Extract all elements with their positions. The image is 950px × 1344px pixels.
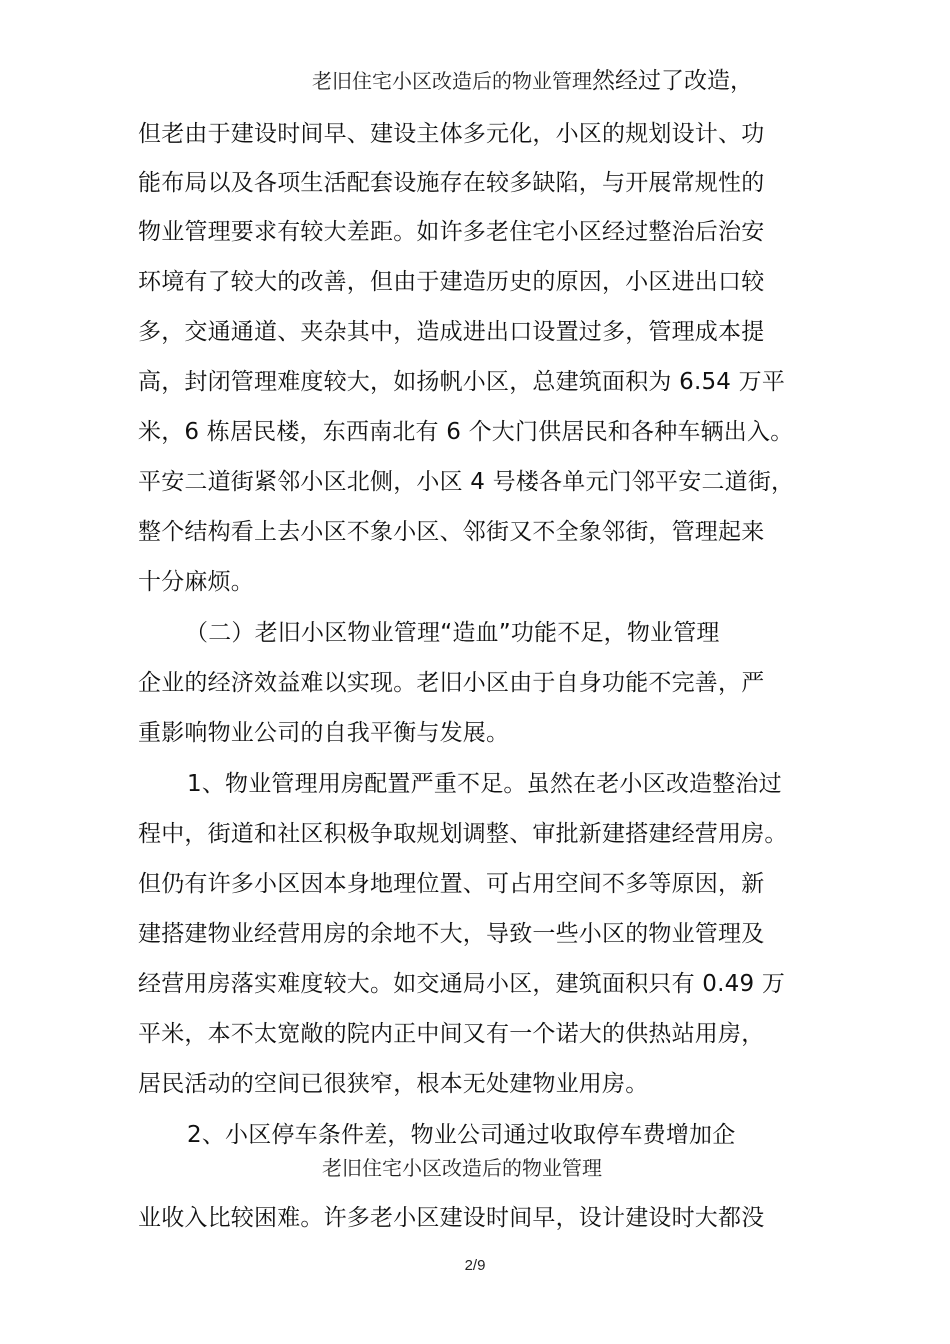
section-heading-line: （二）老旧小区物业管理“造血”功能不足，物业管理 bbox=[185, 620, 720, 646]
running-header-middle: 老旧住宅小区改造后的物业管理 bbox=[322, 1156, 602, 1180]
text-line: 物业管理要求有较大差距。如许多老住宅小区经过整治后治安 bbox=[138, 219, 765, 245]
text-line: 重影响物业公司的自我平衡与发展。 bbox=[138, 720, 510, 746]
text-line: 米，6 栋居民楼，东西南北有 6 个大门供居民和各种车辆出入。 bbox=[138, 419, 794, 445]
list-item-line: 1、物业管理用房配置严重不足。虽然在老小区改造整治过 bbox=[187, 771, 782, 797]
text-line: 十分麻烦。 bbox=[138, 569, 254, 595]
text-line: 整个结构看上去小区不象小区、邻街又不全象邻街，管理起来 bbox=[138, 519, 765, 545]
text-line: 程中，街道和社区积极争取规划调整、审批新建搭建经营用房。 bbox=[138, 821, 788, 847]
text-line: 平米，本不太宽敞的院内正中间又有一个诺大的供热站用房， bbox=[138, 1021, 765, 1047]
text-line: 多，交通通道、夹杂其中，造成进出口设置过多，管理成本提 bbox=[138, 319, 765, 345]
running-header-top bbox=[312, 66, 753, 96]
text-line: 但仍有许多小区因本身地理位置、可占用空间不多等原因，新 bbox=[138, 871, 765, 897]
text-line: 企业的经济效益难以实现。老旧小区由于自身功能不完善，严 bbox=[138, 670, 765, 696]
text-line: 能布局以及各项生活配套设施存在较多缺陷，与开展常规性的 bbox=[138, 170, 765, 196]
text-line: 建搭建物业经营用房的余地不大，导致一些小区的物业管理及 bbox=[138, 921, 765, 947]
text-line: 经营用房落实难度较大。如交通局小区，建筑面积只有 0.49 万 bbox=[138, 971, 786, 997]
text-line: 高，封闭管理难度较大，如扬帆小区，总建筑面积为 6.54 万平 bbox=[138, 369, 786, 395]
text-line: 但老由于建设时间早、建设主体多元化，小区的规划设计、功 bbox=[138, 121, 765, 147]
text-line: 环境有了较大的改善，但由于建造历史的原因，小区进出口较 bbox=[138, 269, 765, 295]
header-title-text: 老旧住宅小区改造后的物业管理 bbox=[312, 69, 592, 93]
page-number: 2/9 bbox=[464, 1257, 486, 1274]
text-line: 居民活动的空间已很狭窄，根本无处建物业用房。 bbox=[138, 1071, 649, 1097]
text-line: 平安二道街紧邻小区北侧，小区 4 号楼各单元门邻平安二道街， bbox=[138, 469, 795, 495]
text-line: 业收入比较困难。许多老小区建设时间早，设计建设时大都没 bbox=[138, 1205, 765, 1231]
first-line-tail: 然经过了改造， bbox=[592, 68, 753, 94]
list-item-line: 2、小区停车条件差，物业公司通过收取停车费增加企 bbox=[187, 1122, 736, 1148]
